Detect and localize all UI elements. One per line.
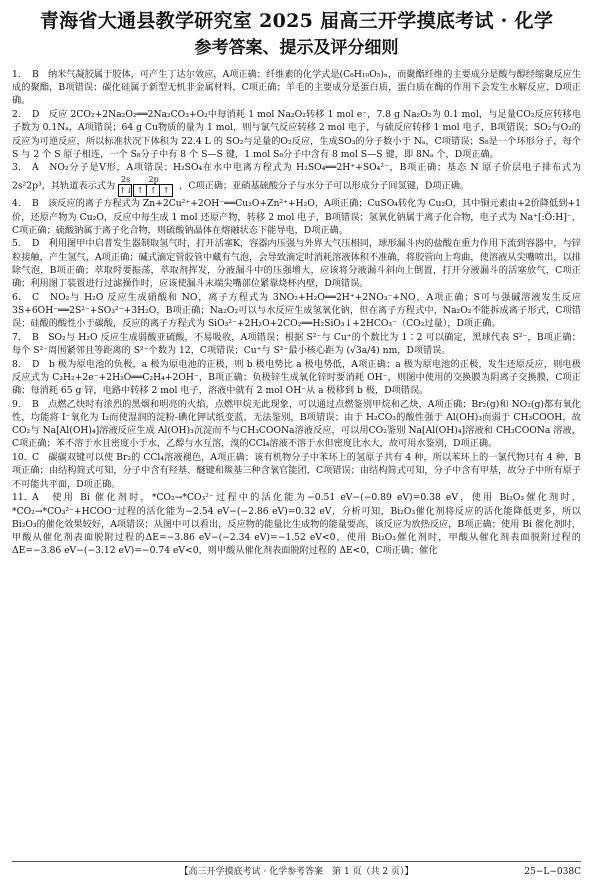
answer-item-1: [12, 68, 581, 108]
orbital-box: ↑: [133, 184, 147, 197]
document-subtitle: 参考答案、提示及评分细则: [194, 38, 399, 58]
answer-text: D 反应 2CO₂+2Na₂O₂══2Na₂CO₃+O₂中每消耗 1 mol Na₂O₂转移 1 mol e⁻，7.8 g Na₂O₂为 0.1 mol，与足量CO₂反应转移电子数为 0.1Nₐ，A项错误；64 g Cu物质的量为 1 mol，则与氯气反应转移 2 mol 电子，与硫反应转移 1 mol 电子，B项错误；SO₂与O₂的反应为可逆反应，所以标准状况下体积为 22.4 L 的 SO₂与足量的O₂反应，生成SO₃的分子数小于 Nₐ，C项错误；S₈是一个环形分子，每个 S 与 2 个 S 原子相连，一个 S₈分子中有 8 个 S—S 键，1 mol S₈分子中含有 8 mol S—S 键，即 8Nₐ 个，D项正确。: [12, 109, 581, 160]
orbital-diagram: [119, 175, 175, 197]
answer-text: D 利用图甲中启普发生器制取氢气时，打开活塞K，容器内压强与外界大气压相同，球形漏斗内的盐酸在重力作用下流到容器中，与锌粒接触，产生氢气，A项正确；碱式滴定管胶管中藏有气泡，会导致滴定时消耗溶液体积不准确，将胶管向上弯曲，使溶液从尖嘴喷出，以排除气泡，B项正确；萃取时要振荡，萃取剂挥发，分液漏斗中的压强增大，应该将分液漏斗斜向上倒置，打开分液漏斗的活塞放气，C项正确；利用图丁装置进行过滤操作时，应该使漏斗末端尖嘴部位紧靠烧杯内壁，D项错误。: [12, 238, 581, 290]
footer-page-info: 【高三开学摸底考试 · 化学参考答案 第 1 页（共 2 页）】: [179, 867, 414, 877]
answer-text: C NO₂与 H₂O 反应生成硝酸和 NO，离子方程式为 3NO₂+H₂O══2H⁺+2NO₃⁻+NO，A项正确；S可与强碱溶液发生反应 3S+6OH⁻══2S²⁻+SO₃²⁻+3H₂O，B项正确；Na₂O₂可以与水反应生成氢氧化钠，但在离子方程式中，Na₂O₂不能拆成离子形式，C项错误；硅酸的酸性小于碳酸，反应的离子方程式为 SiO₃²⁻+2H₂O+2CO₂══H₂SiO₃↓+2HCO₃⁻（CO₂过量），D项正确。: [12, 291, 581, 330]
answer-number: 7.: [12, 331, 21, 343]
orbital-2p: [134, 175, 173, 197]
answer-text: C 碳碳双键可以使 Br₂的 CCl₄溶液褪色，A项正确；该有机物分子中苯环上的氢原子共有 4 种，所以苯环上的一氯代物只有 4 种，B项正确；由结构简式可知，分子中含有羟基、醚键和羰基三种含氧官能团，C项错误；由结构简式可知，分子中含有甲基，故分子中所有原子不可能共平面，D项正确。: [12, 452, 581, 490]
answer-number: 11.: [12, 492, 27, 504]
answer-text: B 点燃乙炔时有浓烈的黑烟和明亮的火焰，点燃甲烷无此现象，可以通过点燃鉴别甲烷和乙炔，A项正确；Br₂(g)和 NO₂(g)都有氧化性，均能将 I⁻氧化为 I₂而使湿润的淀粉-碘化钾试纸变蓝，无法鉴别，B项错误；由于 H₂CO₃的酸性强于 Al(OH)₃而弱于 CH₃COOH，故CO₂与 Na[Al(OH)₄]溶液反应生成 Al(OH)₃沉淀而不与CH₃COONa溶液反应，可以用CO₂鉴别 Na[Al(OH)₄]溶液和 CH₃COONa 溶液，C项正确；苯不溶于水且密度小于水，乙醇与水互溶，溴的CCl₄溶液不溶于水但密度比水大，故可用水鉴别，D项正确。: [12, 398, 581, 450]
orbital-2s: [119, 175, 132, 197]
answer-number: 5.: [12, 238, 21, 250]
answer-number: 2.: [12, 109, 21, 121]
answer-text-continued: ，C项正确；亚硝基硫酸分子与水分子可以形成分子间氢键，D项正确。: [179, 180, 470, 192]
answer-text: D b 极为原电池的负极，a 极为原电池的正极，则 b 极电势比 a 极电势低，A项正确；a 极为原电池的正极，发生还原反应，则电极反应式为 C₂H₂+2e⁻+2H₂O══C₂H₄+2OH⁻，B项正确；负极锌生成氧化锌时要消耗 OH⁻，则图中使用的交换膜为阴离子交换膜，C项正确；每消耗 65 g 锌，电路中转移 2 mol 电子，溶液中就有 2 mol OH⁻从 a 极移到 b 极，D项错误。: [12, 358, 581, 397]
orbital-label-2s: 2s: [121, 174, 131, 184]
answer-number: 8.: [12, 358, 21, 370]
answer-number: 1.: [12, 69, 21, 80]
answer-list: [12, 68, 581, 557]
answer-item-6: [12, 291, 581, 331]
document-title: 青海省大通县教学研究室 2025 届高三开学摸底考试 · 化学: [39, 10, 554, 32]
answer-text: B 纳米气凝胶属于胶体，可产生丁达尔效应，A项正确；纤维素的化学式是(C₆H₁₀O₅)ₙ，而聚酯纤维的主要成分是酸与醇经缩聚反应生成的聚酯，B项错误；碳化硅属于新型无机非金属材料，C项正确；羊毛的主要成分是蛋白质，蛋白质在酶的作用下会发生水解反应，D项正确。: [12, 69, 581, 107]
footer-exam-code: 25−L−038C: [524, 867, 581, 877]
answer-number: 10.: [12, 452, 27, 464]
page-footer: [12, 861, 581, 878]
answer-item-5: [12, 237, 581, 290]
orbital-box: ↑: [146, 184, 160, 197]
answer-item-8: [12, 358, 581, 398]
answer-number: 6.: [12, 291, 21, 303]
answer-number: 4.: [12, 198, 21, 210]
answer-text: B 该反应的离子方程式为 Zn+2Cu²⁺+2OH⁻══Cu₂O+Zn²⁺+H₂O，A项正确；CuSO₄转化为 Cu₂O，其中铜元素由+2价降低到+1价，还原产物为 Cu₂O，反应中每生成 1 mol 还原产物，转移 2 mol 电子，B项错误；氢氧化钠属于离子化合物，电子式为 Na⁺[:Ö:H]⁻，C项正确；硫酸钠属于离子化合物，则硫酸钠晶体在熔融状态下能导电，D项正确。: [12, 198, 581, 236]
answer-number: 9.: [12, 398, 21, 410]
answer-number: 3.: [12, 162, 21, 174]
orbital-box: ↑: [159, 184, 173, 197]
orbital-box: ↑↓: [119, 185, 133, 195]
answer-item-10: [12, 451, 581, 491]
answer-item-9: [12, 398, 581, 451]
answer-item-7: [12, 331, 581, 357]
answer-item-3: [12, 161, 581, 196]
answer-text: B SO₂与 H₂O 反应生成弱酸亚硫酸，不易吸收，A项错误；根据 S²⁻与 Cu⁺的个数比为 1∶2 可以确定，黑球代表 S²⁻，B项正确；每个 S²⁻周围紧邻且等距离的 S²⁻个数为 12，C项错误；Cu⁺与 S²⁻最小核心距为 (√3a/4) nm，D项错误。: [12, 331, 581, 357]
answer-item-4: [12, 197, 581, 237]
answer-text: A 使用 Bi 催化剂时，*CO₂→*CO₃²⁻过程中的活化能为−0.51 eV−(−0.89 eV)=0.38 eV，使用 Bi₂O₃催化剂时，*CO₂→*CO₃²⁻+HCOO⁻过程的活化能为−2.54 eV−(−2.86 eV)=0.32 eV，分析可知，Bi₂O₃催化剂将反应的活化能降低更多，所以 Bi₂O₃的催化效果较好，A项错误；从图中可以看出，反应物的能量比生成物的能量要高，该反应为放热反应，B项正确；使用 Bi 催化剂时，甲酸从催化剂表面脱附过程的ΔE=−3.86 eV−(−2.34 eV)=−1.52 eV<0，使用 Bi₂O₃催化剂时，甲酸从催化剂表面脱附过程的ΔE=−3.86 eV−(−3.12 eV)=−0.74 eV<0，则甲酸从催化剂表面脱附过程的 ΔE<0，C项正确；催化: [12, 492, 581, 557]
answer-item-2: [12, 108, 581, 161]
answer-item-11: [12, 491, 581, 557]
orbital-label-2p: 2p: [148, 174, 159, 184]
answer-text: A NO₂分子是V形，A项错误；H₂SO₄在水中电离方程式为 H₂SO₄══2H⁺+SO₄²⁻，B项正确；基态 N 原子价层电子排布式为 2s²2p³，其轨道表示式为: [12, 162, 581, 192]
